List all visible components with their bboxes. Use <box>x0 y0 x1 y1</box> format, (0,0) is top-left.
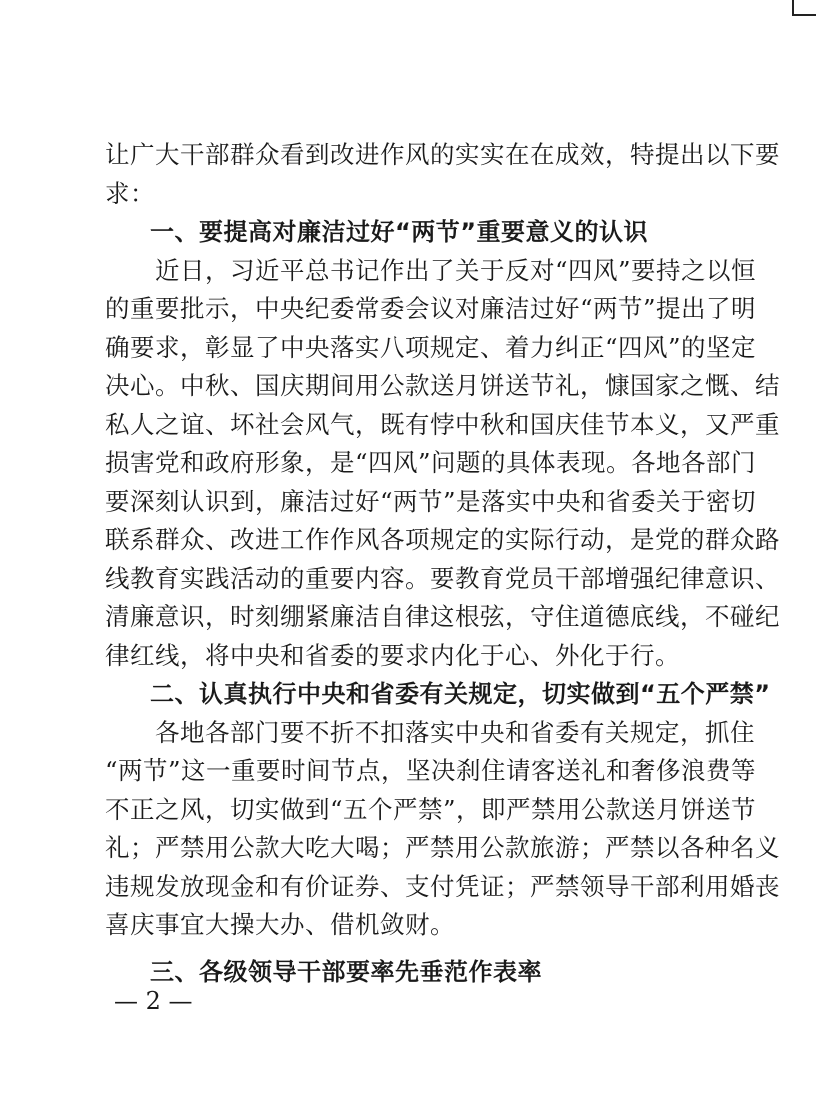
paragraph-line: “两节”这一重要时间节点，坚决刹住请客送礼和奢侈浪费等 <box>105 756 757 785</box>
document-body <box>105 136 780 991</box>
paragraph-line: 喜庆事宜大操大办、借机敛财。 <box>105 910 455 939</box>
paragraph-line: 不正之风，切实做到“五个严禁”，即严禁用公款送月饼送节 <box>105 794 757 824</box>
section-heading-2: 二、认真执行中央和省委有关规定，切实做到“五个严禁” <box>150 680 771 708</box>
paragraph-line: 要深刻认识到，廉洁过好“两节”是落实中央和省委关于密切 <box>105 486 757 516</box>
section-heading-1: 一、要提高对廉洁过好“两节”重要意义的认识 <box>150 218 649 246</box>
paragraph-line: 律红线，将中央和省委的要求内化于心、外化于行。 <box>105 640 680 670</box>
paragraph-line: 损害党和政府形象，是“四风”问题的具体表现。各地各部门 <box>105 448 757 477</box>
paragraph-line: 线教育实践活动的重要内容。要教育党员干部增强纪律意识、 <box>105 563 780 593</box>
corner-crop-mark <box>792 0 816 16</box>
paragraph-line: 决心。中秋、国庆期间用公款送月饼送节礼，慷国家之慨、结 <box>105 371 780 400</box>
paragraph-line: 违规发放现金和有价证券、支付凭证；严禁领导干部利用婚丧 <box>105 871 780 901</box>
paragraph-line: 近日，习近平总书记作出了关于反对“四风”要持之以恒 <box>155 255 757 285</box>
paragraph-line: 清廉意识，时刻绷紧廉洁自律这根弦，守住道德底线，不碰纪 <box>105 602 780 631</box>
paragraph-line: 联系群众、改进工作作风各项规定的实际行动，是党的群众路 <box>105 525 780 554</box>
paragraph-line: 确要求，彰显了中央落实八项规定、着力纠正“四风”的坚定 <box>105 332 757 362</box>
paragraph-line: 礼；严禁用公款大吃大喝；严禁用公款旅游；严禁以各种名义 <box>105 833 780 862</box>
paragraph-line: 私人之谊、坏社会风气，既有悖中秋和国庆佳节本义，又严重 <box>105 409 780 439</box>
section-heading-3: 三、各级领导干部要率先垂范作表率 <box>150 957 542 986</box>
body-line: 求： <box>105 178 155 208</box>
paragraph-line: 各地各部门要不折不扣落实中央和省委有关规定，抓住 <box>155 717 755 747</box>
paragraph-line: 的重要批示，中央纪委常委会议对廉洁过好“两节”提出了明 <box>105 294 757 323</box>
page-number: — 2 — <box>114 987 193 1015</box>
body-line: 让广大干部群众看到改进作风的实实在在成效，特提出以下要 <box>105 140 780 169</box>
